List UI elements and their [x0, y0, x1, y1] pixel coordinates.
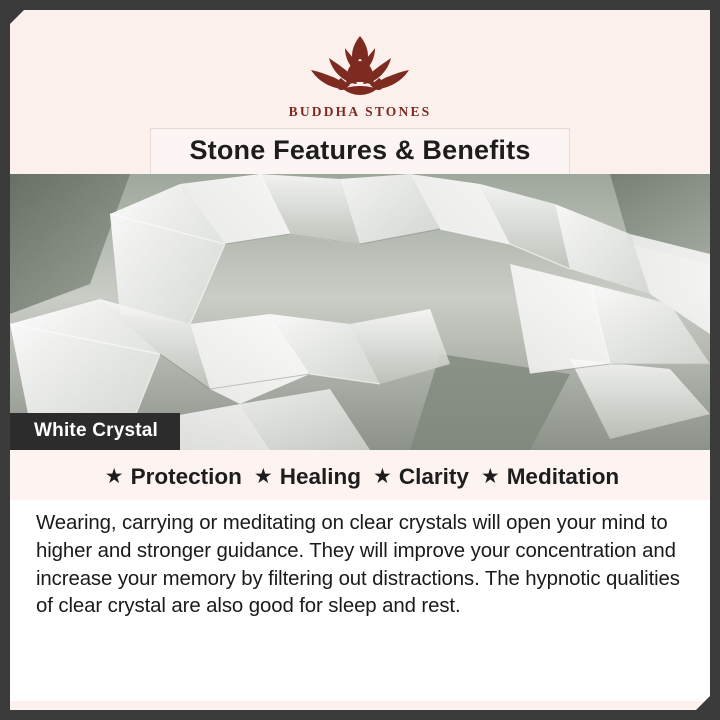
product-photo	[10, 174, 710, 450]
white-crystal-cluster-image	[10, 174, 710, 450]
benefit-item-clarity: Clarity	[398, 464, 469, 489]
star-icon: ★	[104, 465, 124, 488]
benefit-item-protection: Protection	[130, 464, 242, 489]
benefit-item-healing: Healing	[279, 464, 361, 489]
bottom-spacer	[10, 639, 710, 701]
corner-decoration-top-left	[0, 0, 34, 34]
benefits-row	[10, 450, 710, 500]
star-icon: ★	[480, 465, 500, 488]
brand-name: BUDDHA STONES	[288, 104, 432, 119]
photo-caption: White Crystal	[10, 413, 180, 450]
header-section	[10, 10, 710, 174]
star-icon: ★	[373, 465, 392, 488]
lotus-buddha-icon	[285, 28, 435, 100]
star-icon: ★	[253, 465, 273, 488]
title-band	[150, 128, 570, 174]
benefit-item-meditation: Meditation	[506, 464, 620, 489]
description-text: Wearing, carrying or meditating on clear crystals will open your mind to higher and stronger guidance. They will improve your concentration and increase your memory by filtering out distractions. The hypnotic qualities of clear crystal are also good for sleep and rest.	[10, 500, 710, 639]
brand-logo	[10, 10, 710, 100]
page-title: Stone Features & Benefits	[189, 135, 531, 165]
poster-inner-panel	[10, 10, 710, 710]
corner-decoration-bottom-right	[686, 686, 720, 720]
